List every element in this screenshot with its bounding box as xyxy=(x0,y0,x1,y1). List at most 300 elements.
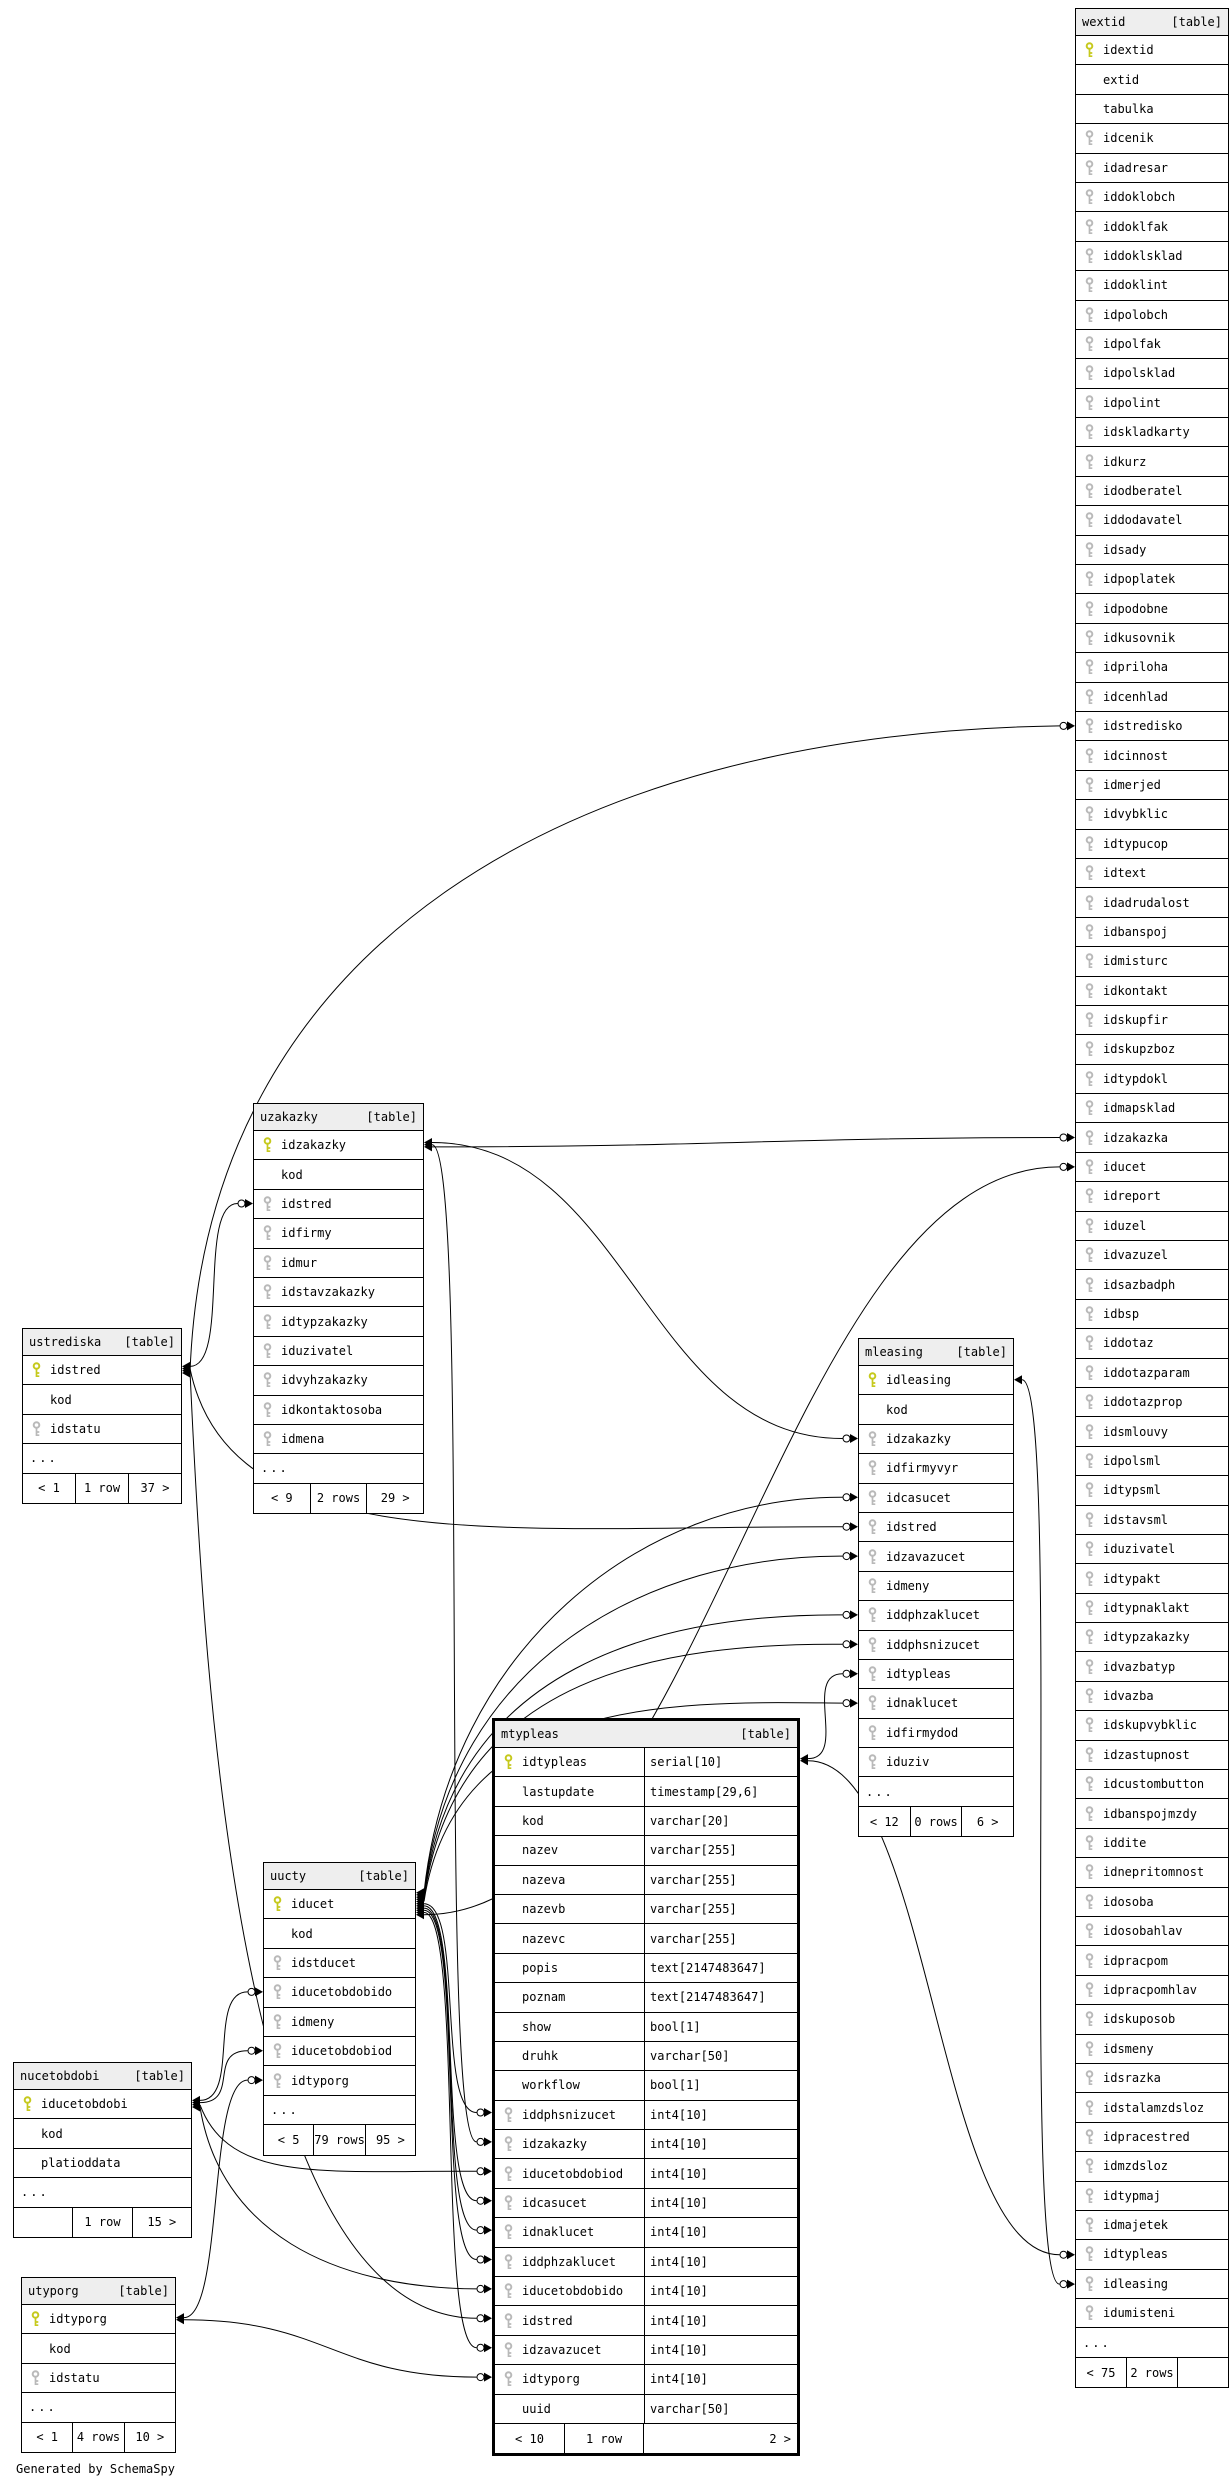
column-name-cell xyxy=(1076,389,1228,417)
column-type: bool[1] xyxy=(650,2078,701,2093)
child-end-circle xyxy=(477,2168,484,2175)
foreign-key-icon xyxy=(1076,1100,1103,1116)
column-name-cell xyxy=(1076,1388,1228,1416)
key-glyph xyxy=(1084,2100,1095,2116)
key-glyph xyxy=(867,1431,878,1447)
column-row-iducet xyxy=(264,1890,415,1919)
key-glyph xyxy=(1084,1688,1095,1704)
column-row-idpolobch xyxy=(1076,301,1228,330)
column-name-cell xyxy=(495,2101,645,2129)
column-row-idcinnost xyxy=(1076,741,1228,770)
column-name-cell xyxy=(1076,947,1228,975)
key-glyph xyxy=(1084,748,1095,764)
table-type-tag: [table] xyxy=(956,1345,1007,1359)
column-name-cell xyxy=(1076,1594,1228,1622)
footer-cell xyxy=(1178,2358,1228,2387)
child-end-circle xyxy=(248,2047,255,2054)
foreign-key-icon xyxy=(495,2283,522,2299)
child-end-circle xyxy=(477,2344,484,2351)
footer-cell: < 75 xyxy=(1076,2358,1127,2387)
column-name-cell xyxy=(859,1395,1013,1423)
column-row-idkontakt xyxy=(1076,977,1228,1006)
table-type-tag: [table] xyxy=(134,2069,185,2083)
column-row-idmapsklad xyxy=(1076,1094,1228,1123)
column-name: idtyporg xyxy=(291,2073,349,2088)
foreign-key-icon xyxy=(1076,601,1103,617)
table-type-tag: [table] xyxy=(358,1869,409,1883)
column-row-workflow xyxy=(495,2071,797,2100)
column-name: idsrazka xyxy=(1103,2071,1161,2086)
column-name: iddoklfak xyxy=(1103,219,1169,234)
foreign-key-icon xyxy=(264,2014,291,2030)
column-type: int4[10] xyxy=(650,2225,708,2240)
column-row-idmerjed xyxy=(1076,771,1228,800)
column-row-idbanspoj xyxy=(1076,918,1228,947)
column-name-cell xyxy=(1076,301,1228,329)
column-row-idstred xyxy=(23,1356,181,1385)
column-row-idpolsml xyxy=(1076,1447,1228,1476)
column-name-cell xyxy=(1076,124,1228,152)
foreign-key-icon xyxy=(1076,1541,1103,1557)
column-name-cell xyxy=(1076,1212,1228,1240)
column-row-iducetobdobi xyxy=(14,2090,191,2119)
foreign-key-icon xyxy=(1076,2188,1103,2204)
column-name: nazevc xyxy=(522,1931,566,1946)
column-name-cell xyxy=(495,2130,645,2158)
column-name: idsmlouvy xyxy=(1103,1424,1169,1439)
foreign-key-icon xyxy=(495,2166,522,2182)
column-name: idtypleas xyxy=(522,1755,588,1770)
column-name: druhk xyxy=(522,2049,559,2064)
column-row-idsazbadph xyxy=(1076,1270,1228,1299)
column-name: idstavzakazky xyxy=(281,1285,375,1300)
primary-key-icon xyxy=(22,2311,49,2327)
column-name: kod xyxy=(49,2341,71,2356)
footer-cell: 95 > xyxy=(375,2132,405,2147)
key-glyph xyxy=(1084,1218,1095,1234)
column-name: iducet xyxy=(1103,1160,1147,1175)
foreign-key-icon xyxy=(1076,454,1103,470)
foreign-key-icon xyxy=(1076,1218,1103,1234)
child-end-arrow xyxy=(484,2226,492,2235)
key-glyph xyxy=(1084,395,1095,411)
foreign-key-icon xyxy=(1076,571,1103,587)
column-name-cell xyxy=(254,1307,423,1335)
key-glyph xyxy=(1084,1923,1095,1939)
column-row-iducetobdobido xyxy=(264,1978,415,2007)
column-name: idstatu xyxy=(50,1421,101,1436)
foreign-key-icon xyxy=(1076,953,1103,969)
child-end-circle xyxy=(477,2197,484,2204)
column-row-idstavsml xyxy=(1076,1506,1228,1535)
column-name: idpracpomhlav xyxy=(1103,1982,1197,1997)
column-name-cell xyxy=(254,1160,423,1188)
column-name: idmerjed xyxy=(1103,777,1161,792)
foreign-key-icon xyxy=(1076,248,1103,264)
key-glyph xyxy=(262,1225,273,1241)
key-glyph xyxy=(1084,424,1095,440)
table-header[interactable] xyxy=(22,2278,175,2305)
column-name: idskupzboz xyxy=(1103,1042,1176,1057)
key-glyph xyxy=(1084,2188,1095,2204)
foreign-key-icon xyxy=(254,1225,281,1241)
column-name-cell xyxy=(1076,359,1228,387)
column-row-idzakazka xyxy=(1076,1123,1228,1152)
column-name-cell xyxy=(1076,1329,1228,1357)
foreign-key-icon xyxy=(1076,1982,1103,1998)
column-name: idsmeny xyxy=(1103,2041,1154,2056)
column-name-cell xyxy=(1076,1359,1228,1387)
column-name-cell xyxy=(14,2090,191,2118)
column-name-cell xyxy=(1076,1241,1228,1269)
foreign-key-icon xyxy=(859,1607,886,1623)
column-name-cell xyxy=(1076,683,1228,711)
column-name: idzakazka xyxy=(1103,1130,1169,1145)
child-end-circle xyxy=(843,1553,850,1560)
column-name-cell xyxy=(22,2364,175,2392)
child-end-arrow xyxy=(484,2137,492,2146)
column-row-iducetobdobiod xyxy=(495,2159,797,2188)
relationship-line xyxy=(432,1138,1060,1147)
ellipsis-row: ... xyxy=(14,2178,191,2207)
key-glyph xyxy=(1084,571,1095,587)
column-row-idtypnaklakt xyxy=(1076,1594,1228,1623)
table-header[interactable] xyxy=(1076,9,1228,36)
column-name: idtypzakazky xyxy=(281,1314,368,1329)
key-glyph xyxy=(1084,601,1095,617)
column-name-cell xyxy=(254,1396,423,1424)
key-glyph xyxy=(1084,365,1095,381)
column-name-cell xyxy=(22,2305,175,2333)
column-name: idbanspoj xyxy=(1103,924,1169,939)
foreign-key-icon xyxy=(1076,895,1103,911)
column-name: idstredisko xyxy=(1103,719,1183,734)
footer-cell: 15 > xyxy=(147,2215,177,2230)
key-glyph xyxy=(1084,836,1095,852)
table-header[interactable] xyxy=(264,1863,415,1890)
column-row-idadresar xyxy=(1076,154,1228,183)
column-name: popis xyxy=(522,1960,559,1975)
key-glyph xyxy=(503,2342,514,2358)
relationship-line xyxy=(424,1913,477,2348)
column-name: idzakazky xyxy=(522,2137,588,2152)
column-name-cell xyxy=(1076,418,1228,446)
column-row-idsrazka xyxy=(1076,2064,1228,2093)
column-name: idsady xyxy=(1103,542,1147,557)
column-name: idumisteni xyxy=(1103,2306,1176,2321)
foreign-key-icon xyxy=(1076,1688,1103,1704)
foreign-key-icon xyxy=(495,2224,522,2240)
column-name-cell xyxy=(1076,2005,1228,2033)
foreign-key-icon xyxy=(1076,983,1103,999)
column-name: idtypucop xyxy=(1103,836,1169,851)
key-glyph xyxy=(22,2096,33,2112)
column-row-idzakazky xyxy=(254,1131,423,1160)
key-glyph xyxy=(1084,1424,1095,1440)
column-name: idpolsklad xyxy=(1103,366,1176,381)
column-name-cell xyxy=(1076,95,1228,123)
table-header[interactable] xyxy=(14,2063,191,2090)
column-name-cell xyxy=(1076,1741,1228,1769)
child-end-circle xyxy=(843,1641,850,1648)
table-header[interactable] xyxy=(495,1721,797,1748)
column-name: idnaklucet xyxy=(886,1696,959,1711)
column-name-cell xyxy=(1076,1270,1228,1298)
table-header[interactable] xyxy=(23,1329,181,1356)
column-name-cell xyxy=(495,2218,645,2246)
key-glyph xyxy=(867,1754,878,1770)
column-name: nazev xyxy=(522,1843,559,1858)
column-row-kod xyxy=(254,1160,423,1189)
key-glyph xyxy=(1084,1247,1095,1263)
column-name-cell xyxy=(1076,624,1228,652)
child-end-arrow xyxy=(850,1434,858,1443)
foreign-key-icon xyxy=(1076,865,1103,881)
column-row-kod xyxy=(14,2119,191,2148)
table-header[interactable] xyxy=(254,1104,423,1131)
column-name: tabulka xyxy=(1103,101,1154,116)
column-name-cell xyxy=(23,1415,181,1443)
column-name-cell xyxy=(1076,1300,1228,1328)
column-name: idpoplatek xyxy=(1103,572,1176,587)
footer-cell: 29 > xyxy=(380,1491,410,1506)
foreign-key-icon xyxy=(1076,2217,1103,2233)
key-glyph xyxy=(262,1372,273,1388)
column-row-iddphzaklucet xyxy=(859,1601,1013,1630)
footer-cell: 2 rows xyxy=(311,1484,368,1513)
key-glyph xyxy=(1084,1629,1095,1645)
key-glyph xyxy=(503,2283,514,2299)
column-name-cell xyxy=(859,1542,1013,1570)
table-uucty xyxy=(263,1862,416,2156)
foreign-key-icon xyxy=(1076,1512,1103,1528)
footer-cell: 37 > xyxy=(140,1481,170,1496)
column-row-idsmlouvy xyxy=(1076,1417,1228,1446)
column-name: extid xyxy=(1103,72,1140,87)
column-row-nazevb xyxy=(495,1895,797,1924)
child-end-arrow xyxy=(850,1552,858,1561)
footer-cell: < 9 xyxy=(254,1484,311,1513)
foreign-key-icon xyxy=(859,1754,886,1770)
column-name: idtypleas xyxy=(1103,2247,1169,2262)
column-row-idtypmaj xyxy=(1076,2182,1228,2211)
key-glyph xyxy=(30,2311,41,2327)
ellipsis-row: ... xyxy=(264,2096,415,2125)
column-row-idzavazucet xyxy=(859,1542,1013,1571)
column-row-iddoklobch xyxy=(1076,183,1228,212)
key-glyph xyxy=(1084,307,1095,323)
column-name-cell xyxy=(495,1895,645,1923)
column-name-cell xyxy=(1076,1564,1228,1592)
table-utyporg xyxy=(21,2277,176,2453)
column-name: idsazbadph xyxy=(1103,1277,1176,1292)
child-end-arrow xyxy=(484,2343,492,2352)
column-name-cell xyxy=(1076,1123,1228,1151)
column-name-cell xyxy=(264,1890,415,1918)
foreign-key-icon xyxy=(859,1460,886,1476)
column-name: idpodobne xyxy=(1103,601,1169,616)
foreign-key-icon xyxy=(1076,1365,1103,1381)
column-name: iduzivatel xyxy=(281,1343,354,1358)
column-row-idfirmyvyr xyxy=(859,1454,1013,1483)
column-type: bool[1] xyxy=(650,2019,701,2034)
key-glyph xyxy=(31,1421,42,1437)
key-glyph xyxy=(1084,1541,1095,1557)
child-end-arrow xyxy=(850,1493,858,1502)
column-name: idzavazucet xyxy=(522,2343,602,2357)
foreign-key-icon xyxy=(1076,1894,1103,1910)
ellipsis-row: ... xyxy=(859,1777,1013,1806)
column-row-idtypzakazky xyxy=(254,1307,423,1336)
key-glyph xyxy=(867,1578,878,1594)
column-name-cell xyxy=(1076,1829,1228,1857)
key-glyph xyxy=(1084,1776,1095,1792)
foreign-key-icon xyxy=(1076,1923,1103,1939)
column-name: idbsp xyxy=(1103,1306,1140,1321)
column-name-cell xyxy=(1076,1858,1228,1886)
column-name: idmeny xyxy=(886,1578,930,1593)
key-glyph xyxy=(1084,542,1095,558)
column-row-idskladkarty xyxy=(1076,418,1228,447)
footer-cell: 2 rows xyxy=(1127,2358,1178,2387)
child-end-arrow xyxy=(850,1699,858,1708)
foreign-key-icon xyxy=(1076,2070,1103,2086)
column-row-idkurz xyxy=(1076,447,1228,476)
key-glyph xyxy=(1084,895,1095,911)
key-glyph xyxy=(503,2166,514,2182)
foreign-key-icon xyxy=(1076,2246,1103,2262)
column-name-cell xyxy=(254,1425,423,1453)
key-glyph xyxy=(30,2370,41,2386)
key-glyph xyxy=(1084,865,1095,881)
foreign-key-icon xyxy=(1076,689,1103,705)
table-header[interactable] xyxy=(859,1339,1013,1366)
key-glyph xyxy=(1084,1041,1095,1057)
column-row-idvyhzakazky xyxy=(254,1366,423,1395)
column-row-kod xyxy=(264,1919,415,1948)
key-glyph xyxy=(262,1402,273,1418)
foreign-key-icon xyxy=(1076,1453,1103,1469)
column-name-cell xyxy=(1076,1182,1228,1210)
column-row-idumisteni xyxy=(1076,2299,1228,2328)
column-name: idstalamzdsloz xyxy=(1103,2100,1205,2115)
column-type: int4[10] xyxy=(650,2137,708,2152)
key-glyph xyxy=(503,2371,514,2387)
column-name-cell xyxy=(495,1777,645,1805)
column-row-idmeny xyxy=(859,1572,1013,1601)
column-row-iddoklsklad xyxy=(1076,242,1228,271)
foreign-key-icon xyxy=(859,1549,886,1565)
table-name: utyporg xyxy=(28,2284,79,2298)
key-glyph xyxy=(867,1372,878,1388)
column-row-idstalamzdsloz xyxy=(1076,2093,1228,2122)
column-name: idcenhlad xyxy=(1103,689,1169,704)
column-row-iduzivatel xyxy=(1076,1535,1228,1564)
column-name: idkurz xyxy=(1103,454,1147,469)
column-name: idpolint xyxy=(1103,395,1161,410)
column-name-cell xyxy=(495,2071,645,2099)
table-footer xyxy=(23,1474,181,1503)
foreign-key-icon xyxy=(1076,1717,1103,1733)
column-name: idstred xyxy=(50,1363,101,1378)
column-name-cell xyxy=(1076,1946,1228,1974)
key-glyph xyxy=(1084,130,1095,146)
table-footer xyxy=(1076,2358,1228,2387)
column-row-idvazbatyp xyxy=(1076,1652,1228,1681)
column-name-cell xyxy=(1076,741,1228,769)
relationship-line xyxy=(424,1906,477,2201)
column-row-idskupzboz xyxy=(1076,1035,1228,1064)
column-name: idtypnaklakt xyxy=(1103,1600,1190,1615)
column-name: iddite xyxy=(1103,1836,1147,1851)
table-type-tag: [table] xyxy=(1171,15,1222,29)
foreign-key-icon xyxy=(859,1431,886,1447)
column-row-idstducet xyxy=(264,1949,415,1978)
foreign-key-icon xyxy=(495,2371,522,2387)
column-row-idfirmy xyxy=(254,1219,423,1248)
column-name-cell xyxy=(1076,565,1228,593)
column-row-idzakazky xyxy=(859,1425,1013,1454)
key-glyph xyxy=(1084,1130,1095,1146)
column-name-cell xyxy=(1076,2270,1228,2298)
column-row-iddphsnizucet xyxy=(859,1631,1013,1660)
column-name-cell xyxy=(264,1978,415,2006)
column-name-cell xyxy=(254,1337,423,1365)
child-end-arrow xyxy=(1067,2250,1075,2259)
relationship-line xyxy=(184,2320,477,2377)
generator-note: Generated by SchemaSpy xyxy=(16,2462,175,2476)
child-end-circle xyxy=(1060,722,1067,729)
child-end-arrow xyxy=(484,2167,492,2176)
footer-cell: 1 row xyxy=(73,2208,132,2237)
column-row-iddotazparam xyxy=(1076,1359,1228,1388)
key-glyph xyxy=(262,1314,273,1330)
child-end-arrow xyxy=(484,2108,492,2117)
column-row-iddoklint xyxy=(1076,271,1228,300)
column-row-idmzdsloz xyxy=(1076,2152,1228,2181)
column-row-idpolsklad xyxy=(1076,359,1228,388)
key-glyph xyxy=(867,1666,878,1682)
column-name-cell xyxy=(495,2013,645,2041)
column-name: idcasucet xyxy=(886,1490,952,1505)
table-name: uucty xyxy=(270,1869,307,1883)
column-name-cell xyxy=(495,2159,645,2187)
child-end-circle xyxy=(477,2374,484,2381)
column-row-idmena xyxy=(254,1425,423,1454)
column-row-idzakazky xyxy=(495,2130,797,2159)
key-glyph xyxy=(1084,1159,1095,1175)
column-name: idtyporg xyxy=(522,2372,580,2387)
relationship-line xyxy=(432,1143,843,1439)
column-name: idmena xyxy=(281,1432,325,1447)
footer-cell: 1 row xyxy=(76,1474,129,1503)
column-name-cell xyxy=(1076,1006,1228,1034)
column-name-cell xyxy=(495,2189,645,2217)
child-end-arrow xyxy=(1067,2280,1075,2289)
child-end-arrow xyxy=(484,2314,492,2323)
key-glyph xyxy=(867,1549,878,1565)
foreign-key-icon xyxy=(1076,1306,1103,1322)
column-name: idosobahlav xyxy=(1103,1924,1183,1939)
column-name-cell xyxy=(1076,1065,1228,1093)
foreign-key-icon xyxy=(1076,2158,1103,2174)
ellipsis-row: ... xyxy=(22,2393,175,2422)
table-mtypleas xyxy=(492,1718,800,2456)
child-end-arrow xyxy=(850,1669,858,1678)
foreign-key-icon xyxy=(1076,365,1103,381)
key-glyph xyxy=(1084,336,1095,352)
key-glyph xyxy=(867,1490,878,1506)
